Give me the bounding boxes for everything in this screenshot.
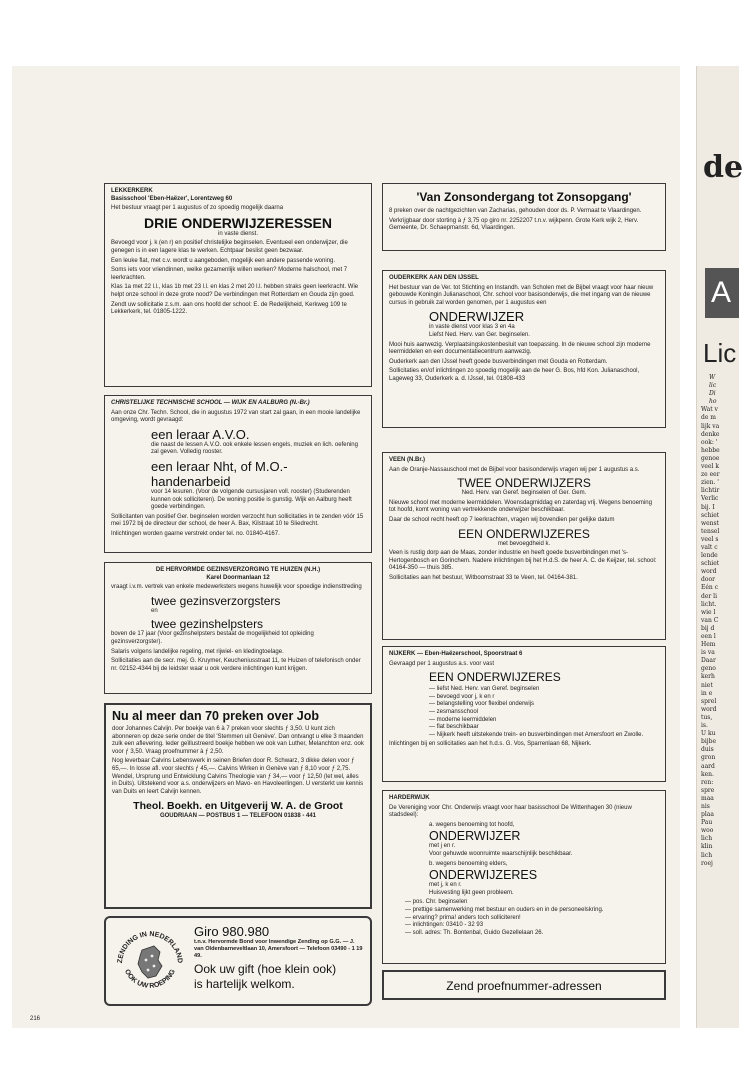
list-item: — bevoegd voor j, k en r	[429, 694, 659, 702]
next-page-text-line: van C	[701, 616, 719, 624]
list-item: — prettige samenwerking met bestuur en ouders en in de personeelskring.	[405, 907, 659, 915]
next-page-text-line: veel s	[701, 535, 719, 543]
ad-title: ONDERWIJZERES	[429, 868, 538, 883]
ad-subtitle: Ned. Herv. van Geref. beginselen of Ger. Gem.	[461, 490, 587, 497]
next-page-text-line: Verlic	[701, 495, 719, 503]
ad-title: een leraar Nht, of M.O.-handenarbeid	[151, 458, 288, 489]
ad-nijkerk	[382, 646, 666, 782]
ad-paragraph: Sollicitaties en/of inlichtingen zo spoedig mogelijk aan de heer G. Bos, hfd Kon. Julianaschool, Lageweg 33, Ouderkerk a. d. IJssel, tel. 01808-433	[389, 368, 640, 382]
ad-paragraph: Inlichtingen worden gaarne verstrekt onder tel. no. 01840-4167.	[111, 530, 280, 537]
ad-title: EEN ONDERWIJZERES	[429, 670, 561, 685]
ad-title: twee gezinsverzorgsters	[151, 593, 281, 608]
ad-paragraph: Nieuwe school met moderne leermiddelen. Woensdagmiddag en zaterdag vrij. Wegens benoeming tot hoofd, komt woning van vertrekkende onderwijzer beschikbaar.	[389, 499, 652, 514]
logo-text-top: ZENDING IN NEDERLAND	[116, 930, 184, 964]
giro-number: Giro 980.980	[194, 924, 270, 939]
ad-subtitle: in vaste dienst.	[217, 230, 259, 237]
ad-heading: DE HERVORMDE GEZINSVERZORGING TE HUIZEN (N.H.)	[155, 567, 321, 573]
ad-paragraph: Daar de school recht heeft op 7 leerkrachten, vragen wij bovendien per gelijke datum	[389, 516, 615, 523]
list-item: — ervaring? prima! anders toch solliciteren!	[405, 915, 659, 923]
next-page-text-line: wie l	[701, 608, 716, 616]
next-page-text-line: Pau	[701, 819, 713, 827]
ad-title: TWEE ONDERWIJZERS	[457, 476, 591, 491]
ad-proefnummer	[382, 970, 666, 1000]
next-page-text-line: veel k	[701, 463, 719, 471]
next-page-text-line: plaa	[701, 811, 714, 819]
next-page-text-line: lijk va	[701, 422, 720, 430]
ad-job-sermons	[104, 703, 372, 909]
details-list	[389, 899, 659, 937]
next-page-text-line: ho	[709, 398, 717, 406]
next-page-text-line: spre	[701, 786, 715, 794]
ad-subtitle: Voor gehuwde woonruimte waarschijnlijk beschikbaar.	[429, 850, 573, 857]
list-item: — flat beschikbaar	[429, 724, 659, 732]
zending-logo	[112, 926, 188, 1002]
ad-paragraph: Verkrijgbaar door storting à ƒ 3,75 op giro nr. 2252207 t.n.v. wijkpenn. Grote Kerk wijk 2, Herv. Gemeente, Dr. Schaepmanstr. 6d, Vlaardingen.	[389, 217, 639, 232]
ad-harderwijk	[382, 790, 666, 964]
ad-subtitle: Liefst Ned. Herv. van Ger. beginselen.	[429, 331, 530, 338]
list-item: — inlichtingen: 03410 - 32 93	[405, 922, 659, 930]
next-page-text-line: bijbe	[701, 738, 717, 746]
next-page-text-line: in e	[701, 689, 713, 697]
next-page-text-line: bij d	[701, 624, 715, 632]
ad-subtitle: met j en r.	[429, 843, 456, 850]
next-page-text-line: lichtir	[701, 487, 720, 495]
ad-title: ONDERWIJZER	[429, 829, 521, 844]
ad-heading: HARDERWIJK	[389, 795, 430, 801]
next-page-text-line: lende	[701, 552, 718, 560]
next-page-text-line: maa	[701, 794, 714, 802]
ad-description: t.n.v. Hervormde Bond voor Inwendige Zending op G.G. — J. van Oldenbarneveltlaan 10, Amersfoort — Telefoon 03490 - 1 19 49.	[194, 939, 363, 959]
ad-paragraph: Sollicitanten van positief Ger. beginselen worden verzocht hun sollicitaties in te zenden vóór 15 mei 1972 bij de directeur der school, de heer A. Bax, Kilstraat 10 te Sliedrecht.	[111, 513, 364, 528]
ad-subtitle: met j, k en r.	[429, 882, 462, 889]
ad-heading: CHRISTELIJKE TECHNISCHE SCHOOL — WIJK EN AALBURG (N.-Br.)	[111, 400, 310, 406]
next-page-text-line: zien. '	[701, 479, 719, 487]
next-page-text-line: genoe	[701, 454, 720, 462]
next-page-text-line: ren:	[701, 778, 714, 786]
list-item: — zesmansschool	[429, 709, 659, 717]
next-page-text-line: is va	[701, 649, 715, 657]
ad-title: Nu al meer dan 70 preken over Job	[112, 709, 320, 723]
ad-heading: NIJKERK — Eben-Haëzerschool, Spoorstraat 6	[389, 651, 523, 657]
next-page-text-line: kerh	[701, 673, 715, 681]
ad-description: die naast de lessen A.V.O. ook enkele lessen engels, muziek en lich. oefening zal geven. Volledig rooster.	[151, 441, 358, 456]
ad-address: Karel Doormanlaan 12	[206, 574, 270, 581]
ad-heading: LEKKERKERK	[111, 188, 153, 194]
next-page-text-line: lic	[709, 382, 717, 390]
next-page-text-line: gron	[701, 754, 716, 762]
next-page-banner	[705, 268, 739, 318]
next-page-text-line: duis	[701, 746, 714, 754]
next-page-text-line: is.	[701, 722, 708, 730]
banner-letter: A	[711, 276, 732, 309]
ad-paragraph: Ouderkerk aan den IJssel heeft goede busverbindingen met Gouda en Rotterdam.	[389, 358, 608, 365]
next-page-text-line: licht.	[701, 600, 717, 608]
next-page-text-line: Wat v	[701, 406, 718, 414]
option-a-label: a. wegens benoeming tot hoofd,	[429, 821, 515, 828]
ad-title: ONDERWIJZER	[429, 309, 525, 325]
next-page-text-line: schiet	[701, 511, 720, 519]
ad-subtitle: Huisvesting lijkt geen probleem.	[429, 889, 514, 896]
ad-address: GOUDRIAAN — POSTBUS 1 — TELEFOON 01838 - 441	[159, 813, 317, 820]
next-page-text-line: denke	[701, 430, 720, 438]
ad-heading: OUDERKERK AAN DEN IJSSEL	[389, 275, 479, 281]
ad-zonsondergang	[382, 183, 666, 251]
ad-paragraph: Sollicitaties aan de secr. mej. G. Kruymer, Keucheniusstraat 11, te Huizen of telefonisch onder nr. 02152-4344 bij de leidster waar u ook verdere inlichtingen kunt krijgen.	[111, 658, 361, 672]
next-page-text-line: een l	[701, 633, 716, 640]
requirements-list	[389, 686, 659, 739]
ad-subtitle: met bevoegdheid k.	[497, 540, 551, 547]
ad-paragraph: 8 preken over de nachtgezichten van Zacharias, gehouden door ds. P. Vermaat te Vlaardingen.	[389, 208, 642, 214]
next-page-text-line: word	[701, 568, 717, 576]
next-page-text-line: tus,	[701, 713, 713, 721]
ad-conjunction: en	[151, 607, 158, 614]
ad-paragraph: Mooi huis aanwezig. Verplaatsingskostenbesluit van toepassing. In de nieuwe school zijn moderne leermiddelen en een documentatiecentrum aanwezig.	[389, 341, 651, 356]
ad-paragraph: Soms iets voor vriendinnen, welke gezamenlijk willen werken? Moderne halschool, met 7 leerkrachten.	[111, 267, 348, 281]
ad-wijk-aalburg	[104, 395, 372, 553]
ad-paragraph: Veen is rustig dorp aan de Maas, zonder industrie en heeft goede busverbindingen met 's-Hertogenbosch en Gorinchem. Nadere inlichtingen bij het H.d.S. de heer A. C. de Keijzer, tel. school: 04164-350 — thuis 385.	[389, 550, 657, 572]
ad-intro: vraagt i.v.m. vertrek van enkele medewerksters wegens huwelijk voor spoedige indiensttreding	[111, 584, 362, 591]
ad-intro: Het bestuur vraagt per 1 augustus of zo spoedig mogelijk daarna	[111, 205, 284, 212]
next-page-text-line: bij. I	[701, 503, 715, 511]
next-page-text	[701, 374, 741, 868]
ad-paragraph: boven de 17 jaar (Voor gezinshelpsters bestaat de mogelijkheid tot opleiding gezinsverzorgster).	[111, 631, 314, 645]
next-page-text-line: Daar	[701, 657, 716, 665]
list-item: — belangstelling voor flexibel onderwijs	[429, 701, 659, 709]
next-page-text-line: klin	[701, 843, 713, 851]
ad-description: voor 14 lesuren. (Voor de volgende cursusjaren voll. rooster) (Studerenden kunnen ook solliciteren). De woning positie is gunstig. Wijk en Aalburg heeft goede verbindingen.	[151, 488, 352, 511]
ad-school-name: Basisschool 'Eben-Haëzer', Lorentzweg 60	[111, 195, 233, 202]
ad-title: 'Van Zonsondergang tot Zonsopgang'	[416, 190, 632, 204]
page-number: 216	[30, 1016, 41, 1022]
ad-intro: Aan onze Chr. Techn. School, die in augustus 1972 van start zal gaan, in een mooie landelijke omgeving, wordt gevraagd:	[111, 409, 361, 424]
next-page-text-line: W	[709, 374, 716, 381]
next-page-heading: Lic	[703, 338, 737, 368]
next-page-text-line: schiet	[701, 560, 720, 568]
ad-paragraph: Klas 1a met 22 l.l., klas 1b met 23 l.l. en klas 2 met 20 l.l. hebben straks geen leerkracht. Wie helpt onze school in deze grote nood? De verbindingen met Rotterdam en Gouda zijn goed.	[111, 284, 359, 298]
ad-giro	[104, 916, 372, 1006]
next-page-text-line: nis	[701, 802, 710, 810]
ad-paragraph: Een leuke flat, met c.v. wordt u aangeboden, mogelijk een andere passende woning.	[111, 257, 336, 264]
next-page-text-line: wenst	[701, 519, 720, 527]
ad-paragraph: Bevoegd voor j. k (en r) en positief christelijke beginselen. Eventueel een onderwijzer, die genegen is in een lagere klas te werken. Echtpaar beslist geen bezwaar.	[111, 240, 348, 254]
ad-title: EEN ONDERWIJZERES	[458, 526, 590, 541]
next-page-text-line: word	[701, 705, 717, 713]
next-page-text-line: ze eer	[701, 471, 720, 479]
ad-huizen	[104, 562, 372, 694]
ad-title: Zend proefnummer-adressen	[446, 979, 602, 993]
next-page-text-line: ook: '	[701, 438, 718, 446]
next-page-edge	[696, 66, 743, 1028]
ad-paragraph: Salaris volgens landelijke regeling, met rijwiel- en kledingtoelage.	[111, 648, 284, 655]
list-item: — soll. adres: Th. Bontenbal, Guido Gezellelaan 26.	[405, 930, 659, 938]
next-page-text-line: Di	[709, 390, 716, 398]
ad-subtitle: in vaste dienst voor klas 3 en 4a	[429, 324, 515, 331]
next-page-text-line: niet	[701, 681, 713, 689]
logo-text-bottom: OOK UW ROEPING	[123, 968, 177, 990]
ad-title: twee gezinshelpsters	[151, 617, 264, 632]
ad-paragraph: door Johannes Calvijn. Per boekje van 6 à 7 preken voor slechts ƒ 3,50. U kunt zich abonneren op deze serie onder de titel 'Stemmen uit Genève'. Dan ontvangt u elke 3 maanden zulk een aflevering. Ieder geïllustreerd boekje hebben we ook van Luther, Melanchton enz. ook voor ƒ 3,50. Vraag proefnummer à ƒ 2,50.	[112, 726, 364, 755]
next-page-text-line: door	[701, 576, 715, 584]
ad-title: DRIE ONDERWIJZERESSEN	[144, 214, 332, 231]
next-page-text-line: geno	[701, 665, 716, 673]
ad-lekkerkerk	[104, 183, 372, 387]
list-item: — pos. Chr. beginselen	[405, 899, 659, 907]
ad-intro: Het bestuur van de Ver. tot Stichting en Instandh. van Scholen met de Bijbel vraagt voor haar nieuw gebouwde Koningin Julianaschool, Chr. school voor basisonderwijs, die met ingang van de nieuwe cursus in gebruik zal worden genomen, per 1 augustus een	[389, 284, 654, 306]
list-item: — moderne leermiddelen	[429, 717, 659, 725]
netherlands-map-icon	[112, 926, 188, 1002]
magazine-page	[12, 66, 680, 1028]
next-page-text-line: aard	[701, 762, 715, 770]
list-item: — Nijkerk heeft uitstekende trein- en busverbindingen met Amersfoort en Zwolle.	[429, 732, 659, 740]
next-page-text-line: lich	[701, 835, 713, 843]
list-item: — liefst Ned. Herv. van Geref. beginselen	[429, 686, 659, 694]
next-page-text-line: de m	[701, 414, 716, 422]
next-page-text-line: U ku	[701, 730, 716, 738]
next-page-text-line: lich	[701, 851, 713, 859]
ad-paragraph: Zendt uw sollicitatie z.s.m. aan ons hoofd der school: E. de Redelijkheid, Kerkweg 109 te Lekkerkerk, tel. 01805-1222.	[111, 301, 347, 316]
welcome-line: is hartelijk welkom.	[194, 977, 295, 991]
next-page-text-line: Eén c	[701, 584, 719, 592]
ad-paragraph: Inlichtingen bij en sollicitaties aan het h.d.s. G. Vos, Sparrenlaan 68, Nijkerk.	[389, 741, 592, 748]
next-page-text-line: hebbe	[701, 446, 720, 454]
next-page-text-line: roej	[701, 859, 713, 867]
next-page-text-line: tensel	[701, 527, 720, 535]
ad-intro: De Vereniging voor Chr. Onderwijs vraagt voor haar basisschool De Wittenhagen 30 (nieuw stadsdeel):	[389, 804, 632, 819]
gift-line: Ook uw gift (hoe klein ook)	[194, 962, 337, 976]
next-page-text-line: sprel	[701, 697, 717, 705]
next-page-text-line: Hem	[701, 641, 716, 649]
ad-paragraph: Sollicitaties aan het bestuur, Witboomstraat 33 te Veen, tel. 04164-381.	[389, 574, 578, 581]
next-page-text-line: woo	[701, 827, 714, 835]
ad-publisher: Theol. Boekh. en Uitgeverij W. A. de Groot	[133, 800, 343, 813]
ad-veen	[382, 452, 666, 640]
next-page-text-line: der li	[701, 592, 718, 600]
ad-ouderkerk	[382, 270, 666, 428]
ad-title: een leraar A.V.O.	[151, 426, 250, 442]
next-page-text-line: valt c	[701, 543, 718, 551]
next-page-headline: de	[703, 150, 743, 185]
ad-heading: VEEN (N.Br.)	[389, 457, 426, 463]
ad-intro: Aan de Oranje-Nassauschool met de Bijbel voor basisonderwijs vragen wij per 1 augustus a.s.	[389, 466, 640, 473]
option-b-label: b. wegens benoeming elders,	[429, 860, 508, 867]
ad-intro: Gevraagd per 1 augustus a.s. voor vast	[389, 660, 495, 667]
next-page-text-line: ken.	[701, 770, 714, 778]
ad-paragraph: Nog leverbaar Calvins Lebenswerk in seinen Briefen door R. Schwarz, 3 dikke delen voor ƒ 65,—. In losse afl. voor slechts ƒ 45,—. Calvins Wirken in Genève van ƒ 8,10 voor ƒ 2,75. Wendel, Ursprung und Entwicklung Calvins Theologie van ƒ 34,— voor ƒ 12,50 (let wel, alles in Duits). Uitstekend voor a.s. onderwijzers en Mavo- en Havoleerlingen. U versterkt uw kennis van Duits en leert Calvijn kennen.	[112, 758, 364, 795]
